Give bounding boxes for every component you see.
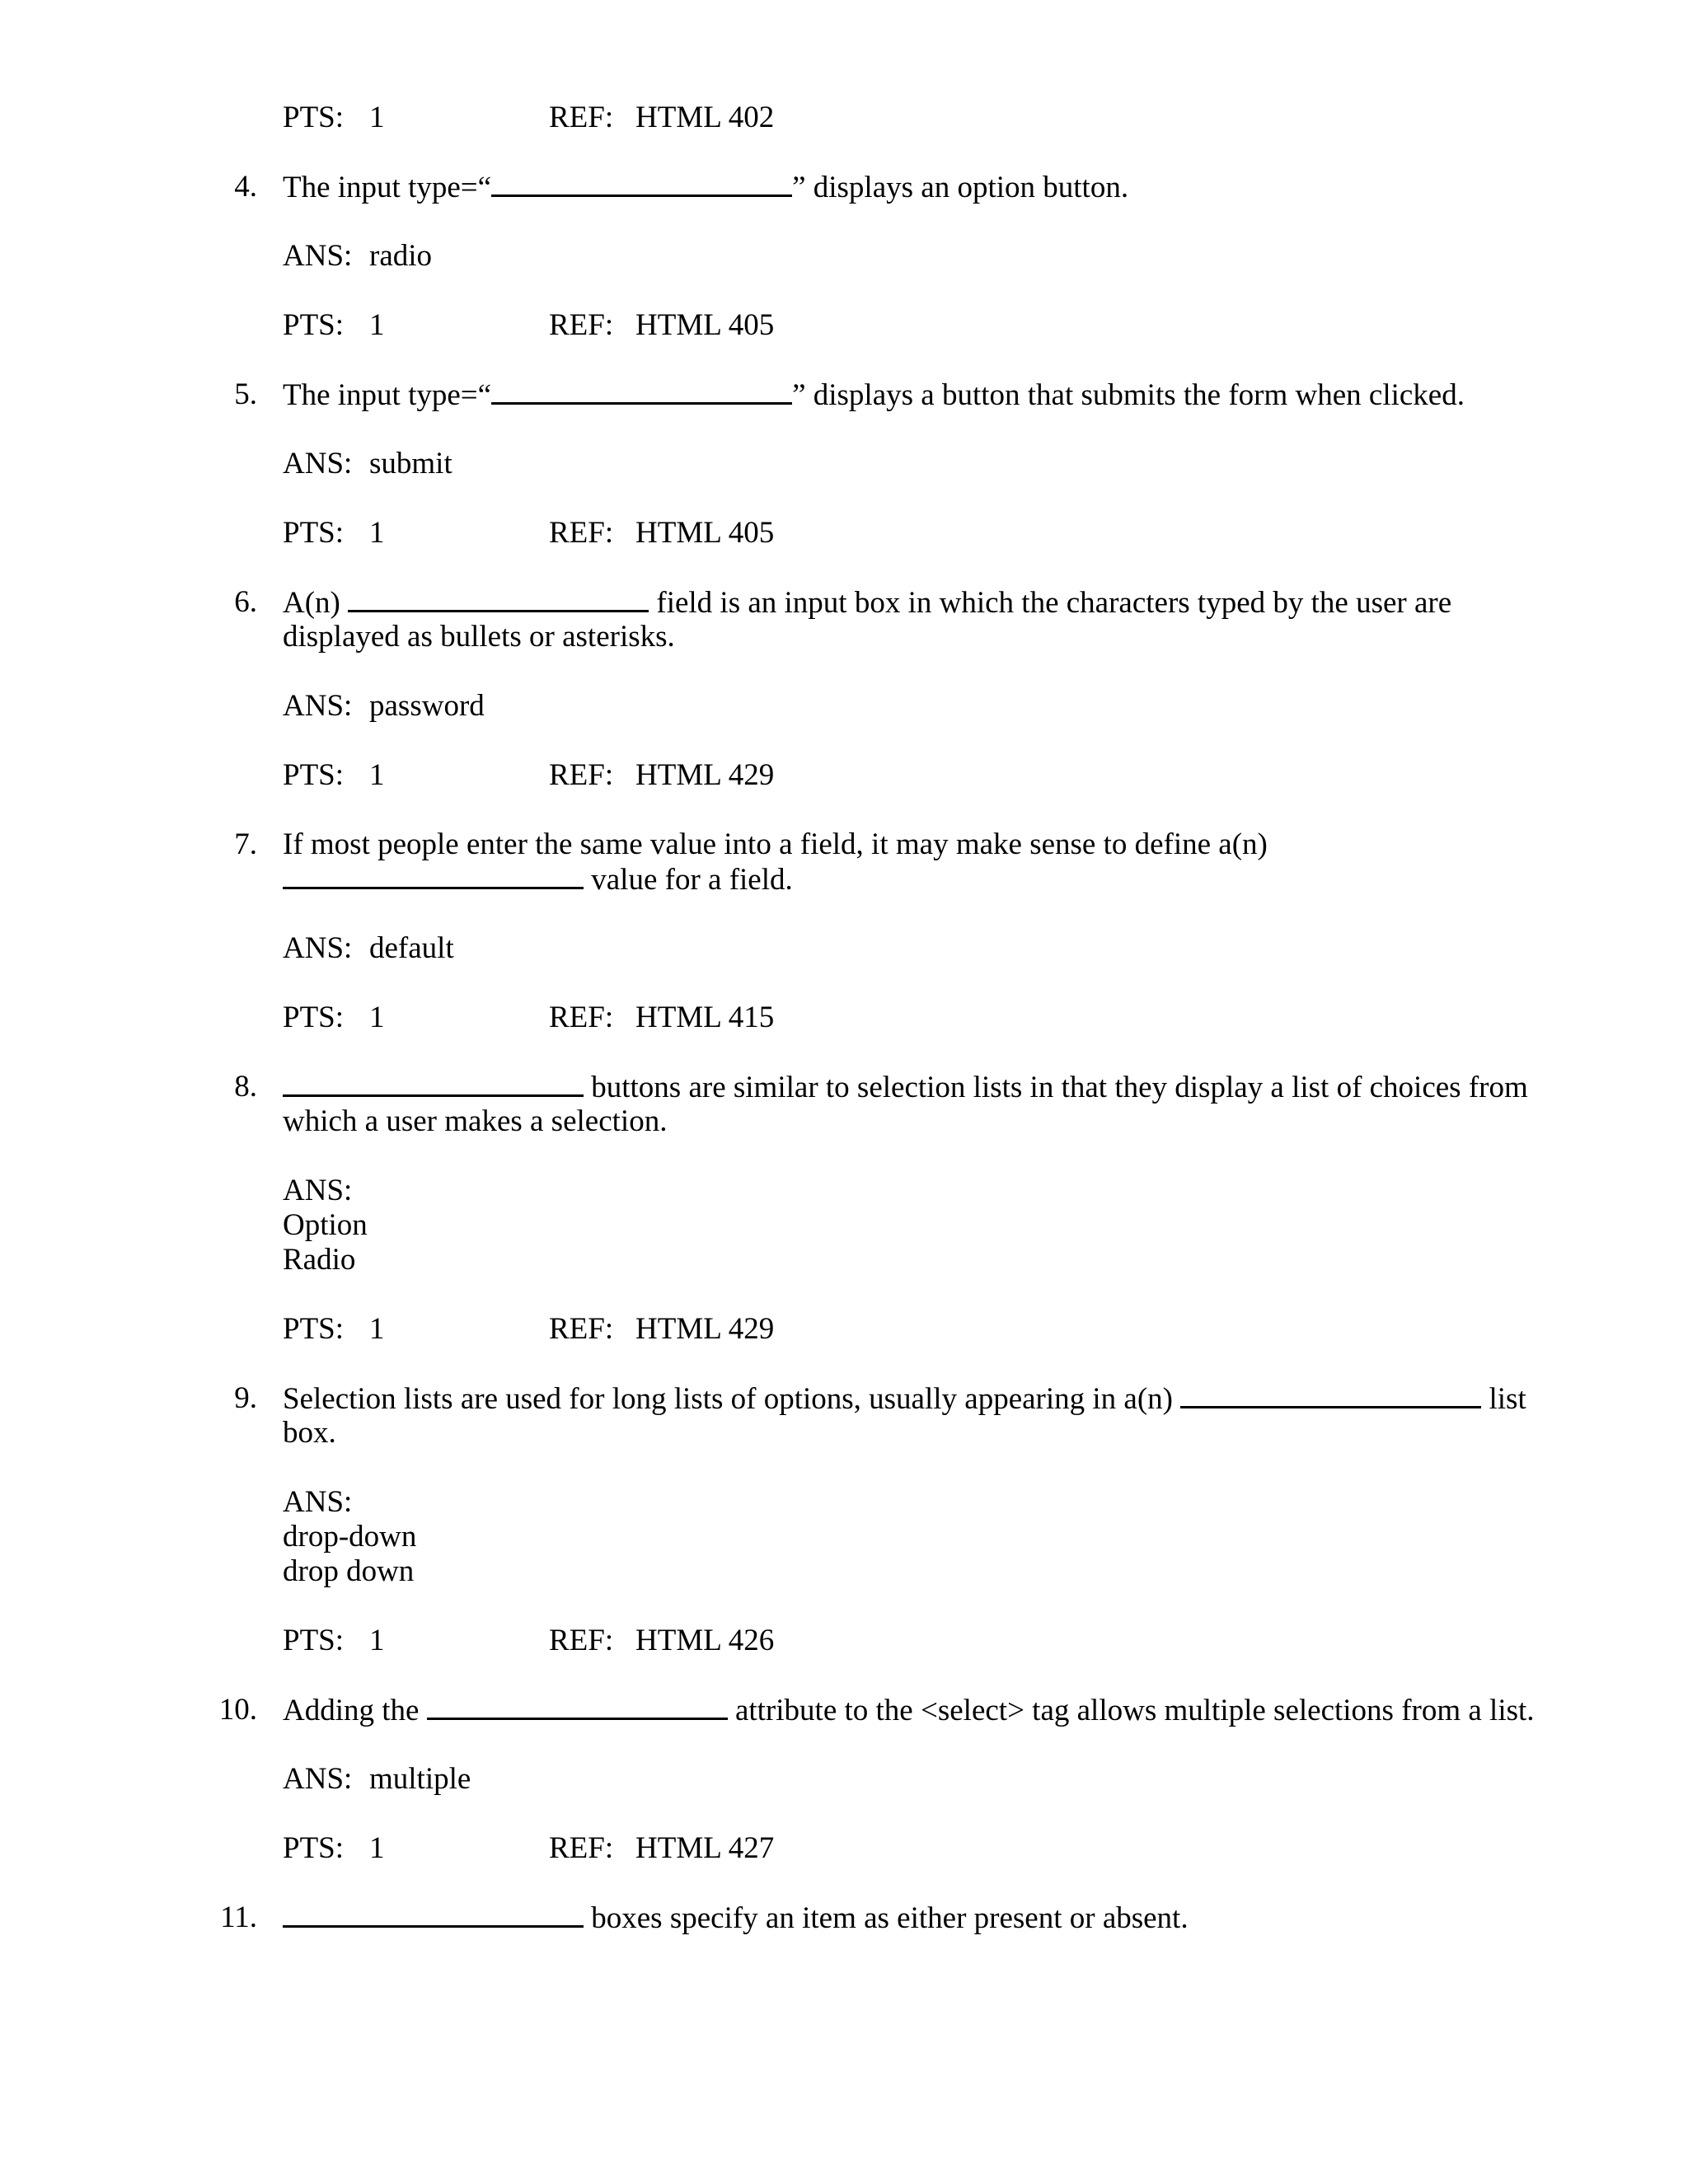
fill-in-blank [427,1694,728,1720]
pts-label: PTS: [283,1624,345,1657]
ref-value: HTML 426 [635,1624,775,1657]
pts-value: 1 [369,758,385,792]
ref-value: HTML 405 [635,516,775,550]
ans-label: ANS: [283,1762,353,1796]
pts-value: 1 [369,1312,385,1346]
question-text-after: value for a field. [591,863,793,897]
ans-label: ANS: [283,239,353,273]
pts-label: PTS: [283,1312,345,1346]
pts-label: PTS: [283,1831,345,1865]
ans-label: ANS: [283,447,353,480]
question-text-after: ” displays a button that submits the form when clicked. [792,378,1465,412]
pts-label: PTS: [283,308,345,342]
pts-value: 1 [369,1624,385,1657]
pts-value: 1 [369,308,385,342]
fill-in-blank [283,1071,584,1097]
ref-label: REF: [549,1831,614,1865]
ans-label: ANS: [283,1485,353,1519]
answer-value: submit [369,447,452,480]
question-number: 10. [218,1693,257,1727]
fill-in-blank [491,171,792,197]
answer-value: Radio [283,1243,356,1277]
question-text-after: ” displays an option button. [792,171,1129,204]
question-number: 11. [220,1900,257,1934]
pts-label: PTS: [283,101,345,134]
question-text-line2 [283,864,793,895]
question-text [283,379,1465,410]
question-text: If most people enter the same value into a field, it may make sense to define a(n) [283,827,1268,861]
pts-label: PTS: [283,1001,345,1034]
pts-label: PTS: [283,516,345,550]
question-number: 4. [234,170,257,204]
top-pts-ref-row [0,102,1688,135]
question-text-after: list [1489,1382,1526,1416]
ref-label: REF: [549,516,614,550]
question-number: 8. [234,1070,257,1104]
ref-label: REF: [549,1312,614,1346]
ref-value: HTML 402 [635,101,775,134]
fill-in-blank [283,864,584,889]
ans-label: ANS: [283,689,353,723]
answer-value: drop-down [283,1520,417,1554]
pts-value: 1 [369,516,385,550]
pts-value: 1 [369,101,385,134]
question-text-before: Selection lists are used for long lists of options, usually appearing in a(n) [283,1382,1173,1416]
ans-label: ANS: [283,931,353,965]
ref-value: HTML 429 [635,1312,775,1346]
answer-value: Option [283,1208,368,1242]
ref-label: REF: [549,308,614,342]
answer-value: default [369,931,454,965]
ans-label: ANS: [283,1174,353,1207]
question-text [283,587,1451,618]
question-text-line2: displayed as bullets or asterisks. [283,620,675,654]
question-number: 6. [234,585,257,619]
ref-label: REF: [549,758,614,792]
ref-value: HTML 427 [635,1831,775,1865]
fill-in-blank [491,379,792,405]
question-number: 7. [234,827,257,861]
question-text-line2: which a user makes a selection. [283,1104,668,1138]
answer-value: password [369,689,485,723]
question-text [283,1071,1528,1103]
ref-value: HTML 429 [635,758,775,792]
question-text-after: attribute to the <select> tag allows multiple selections from a list. [734,1694,1535,1727]
question-number: 9. [234,1381,257,1415]
pts-value: 1 [369,1831,385,1865]
pts-value: 1 [369,1001,385,1034]
question-text-before: The input type=“ [283,171,492,204]
question-text-before: Adding the [283,1694,420,1727]
fill-in-blank [348,587,649,612]
ref-value: HTML 405 [635,308,775,342]
question-text-after: buttons are similar to selection lists in that they display a list of choices from [591,1071,1528,1104]
fill-in-blank [1180,1383,1481,1408]
answer-value: radio [369,239,433,273]
answer-value: multiple [369,1762,471,1796]
question-text [283,1383,1526,1414]
question-text [283,1694,1535,1726]
question-text-after: boxes specify an item as either present or absent. [591,1901,1189,1935]
ref-label: REF: [549,1624,614,1657]
pts-label: PTS: [283,758,345,792]
question-number: 5. [234,377,257,411]
ref-label: REF: [549,101,614,134]
answer-value: drop down [283,1554,415,1588]
fill-in-blank [283,1902,584,1928]
ref-value: HTML 415 [635,1001,775,1034]
question-text-before: A(n) [283,586,340,620]
question-text [283,1902,1189,1933]
ref-label: REF: [549,1001,614,1034]
question-text-line2: box. [283,1416,336,1450]
question-text-after: field is an input box in which the characters typed by the user are [656,586,1452,620]
question-text [283,171,1128,203]
question-text-before: The input type=“ [283,378,492,412]
